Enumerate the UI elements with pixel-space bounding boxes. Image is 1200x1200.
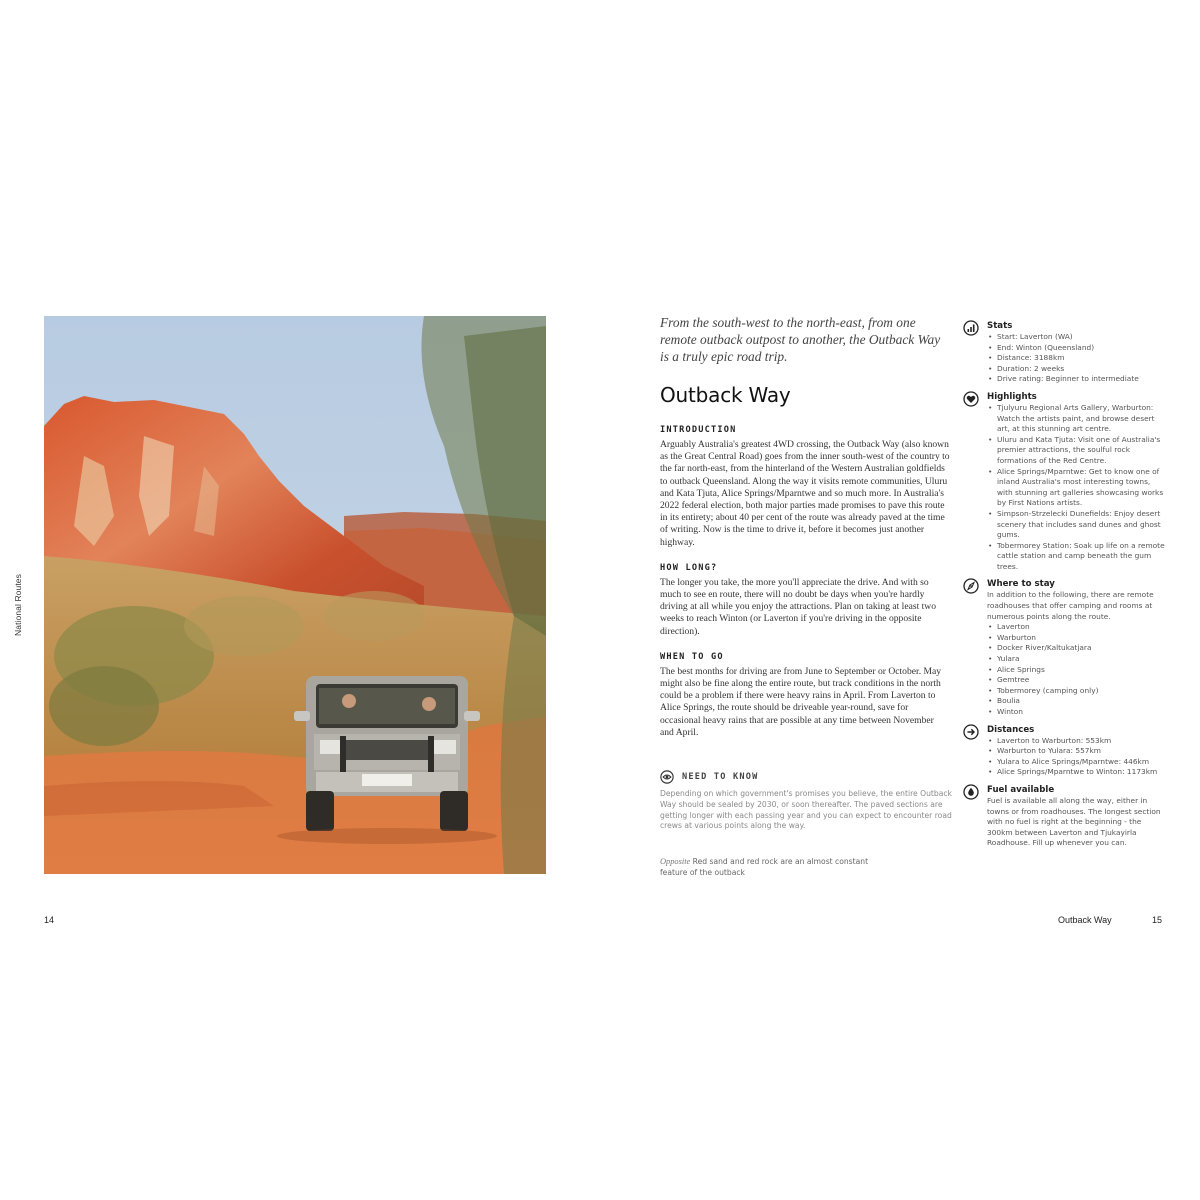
- list-item: • Boulia: [987, 696, 1168, 707]
- section-when-to-go: [660, 652, 950, 739]
- highlights-block: [963, 391, 1168, 573]
- heart-icon: [963, 391, 979, 407]
- bar-chart-icon: [963, 320, 979, 336]
- list-item: • Start: Laverton (WA): [987, 332, 1168, 343]
- arrow-right-icon: [963, 724, 979, 740]
- main-column: [660, 314, 950, 739]
- outback-photo: [44, 316, 546, 874]
- need-to-know-heading: NEED TO KNOW: [682, 772, 759, 782]
- page-title: Outback Way: [660, 383, 791, 407]
- list-item: • Tobermorey (camping only): [987, 686, 1168, 697]
- highlights-list: [987, 403, 1168, 573]
- need-to-know-body: Depending on which government's promises you believe, the entire Outback Way should be sealed by 2030, or soon thereafter. The paved sections are getting longer with each passing year and you can expect to encounter road crews at various points along the way.: [660, 789, 952, 831]
- list-item: • Gemtree: [987, 675, 1168, 686]
- section-body: The longer you take, the more you'll appreciate the drive. And with so much to see en route, there will no doubt be days when you're hardly driving at all while you enjoy the attractions. Plan on taking at least two weeks to reach Winton (or Laverton if you're driving in the opposite direction).: [660, 576, 937, 637]
- distances-list: [987, 736, 1168, 778]
- where-to-stay-title: Where to stay: [987, 579, 1055, 590]
- list-item: • Tjulyuru Regional Arts Gallery, Warburton: Watch the artists paint, and browse desert art, at this stunning art centre.: [987, 403, 1168, 435]
- page-number-left: 14: [44, 915, 55, 925]
- compass-icon: [963, 578, 979, 594]
- running-side-label: National Routes: [13, 574, 23, 636]
- list-item: • Drive rating: Beginner to intermediate: [987, 374, 1168, 385]
- list-item: • Yulara to Alice Springs/Mparntwe: 446km: [987, 757, 1168, 768]
- list-item: • Alice Springs/Mparntwe: Get to know one of inland Australia's most interesting towns, with stunning art galleries showcasing works by First Nations artists.: [987, 467, 1168, 509]
- stats-list: [987, 332, 1168, 385]
- where-to-stay-list: [987, 622, 1168, 717]
- distances-block: [963, 724, 1168, 778]
- section-heading: HOW LONG?: [660, 562, 718, 573]
- section-heading: WHEN TO GO: [660, 651, 724, 662]
- running-foot: Outback Way: [1058, 915, 1112, 925]
- section-body: The best months for driving are from June to September or October. May might also be fine along the entire route, but track conditions in the north could be a problem if there were heavy rains in April. From Laverton to Alice Springs, the route should be driveable year-round, save for occasional heavy rains that are possible at any time between November and April.: [660, 665, 942, 738]
- info-sidebar: [963, 320, 1168, 855]
- photo-caption: [660, 857, 890, 878]
- list-item: • Winton: [987, 707, 1168, 718]
- list-item: • Laverton to Warburton: 553km: [987, 736, 1168, 747]
- highlights-title: Highlights: [987, 391, 1037, 402]
- list-item: • Simpson-Strzelecki Dunefields: Enjoy desert scenery that includes sand dunes and ghost gums.: [987, 509, 1168, 541]
- list-item: • Distance: 3188km: [987, 353, 1168, 364]
- section-introduction: [660, 425, 950, 549]
- standfirst: From the south-west to the north-east, from one remote outback outpost to another, the Outback Way is a truly epic road trip.: [660, 315, 941, 364]
- stats-block: [963, 320, 1168, 385]
- fuel-drop-icon: [963, 784, 979, 800]
- list-item: • Alice Springs/Mparntwe to Winton: 1173km: [987, 767, 1168, 778]
- section-body: Arguably Australia's greatest 4WD crossing, the Outback Way (also known as the Great Central Road) goes from the inner south-west of the country to the far north-east, from the hinterland of the Western Australian goldfields to outback Queensland. Along the way it visits remote communities, Uluru and Kata Tjuta, Alice Springs/Mparntwe and so much more. In Australia's 2022 federal election, both major parties made promises to pave this route in its entirety; about 40 per cent of the route was already paved at the time of writing. Now is the time to drive it, before it becomes just another highway.: [660, 439, 950, 548]
- where-to-stay-block: [963, 578, 1168, 717]
- list-item: • Alice Springs: [987, 665, 1168, 676]
- need-to-know-box: [660, 770, 960, 832]
- fuel-title: Fuel available: [987, 784, 1055, 795]
- distances-title: Distances: [987, 724, 1035, 735]
- list-item: • End: Winton (Queensland): [987, 343, 1168, 354]
- section-how-long: [660, 563, 950, 638]
- list-item: • Tobermorey Station: Soak up life on a remote cattle station and camp beneath the gum trees.: [987, 541, 1168, 573]
- list-item: • Warburton to Yulara: 557km: [987, 746, 1168, 757]
- caption-text: Red sand and red rock are an almost constant feature of the outback: [660, 857, 869, 877]
- fuel-body: Fuel is available all along the way, either in towns or from roadhouses. The longest section with no fuel is right at the beginning - the 300km between Laverton and Tjukayirla Roadhouse. Fill up whenever you can.: [987, 795, 1161, 848]
- list-item: • Duration: 2 weeks: [987, 364, 1168, 375]
- list-item: • Warburton: [987, 633, 1168, 644]
- eye-icon: [660, 770, 674, 784]
- where-to-stay-intro: In addition to the following, there are remote roadhouses that offer camping and rooms at numerous points along the route.: [987, 590, 1154, 621]
- page-number-right: 15: [1152, 915, 1163, 925]
- list-item: • Uluru and Kata Tjuta: Visit one of Australia's premier attractions, the soulful rock formations of the Red Centre.: [987, 435, 1168, 467]
- caption-label: Opposite: [660, 857, 691, 866]
- list-item: • Yulara: [987, 654, 1168, 665]
- list-item: • Laverton: [987, 622, 1168, 633]
- stats-title: Stats: [987, 321, 1013, 331]
- section-heading: INTRODUCTION: [660, 425, 737, 435]
- list-item: • Docker River/Kaltukatjara: [987, 643, 1168, 654]
- fuel-block: [963, 784, 1168, 849]
